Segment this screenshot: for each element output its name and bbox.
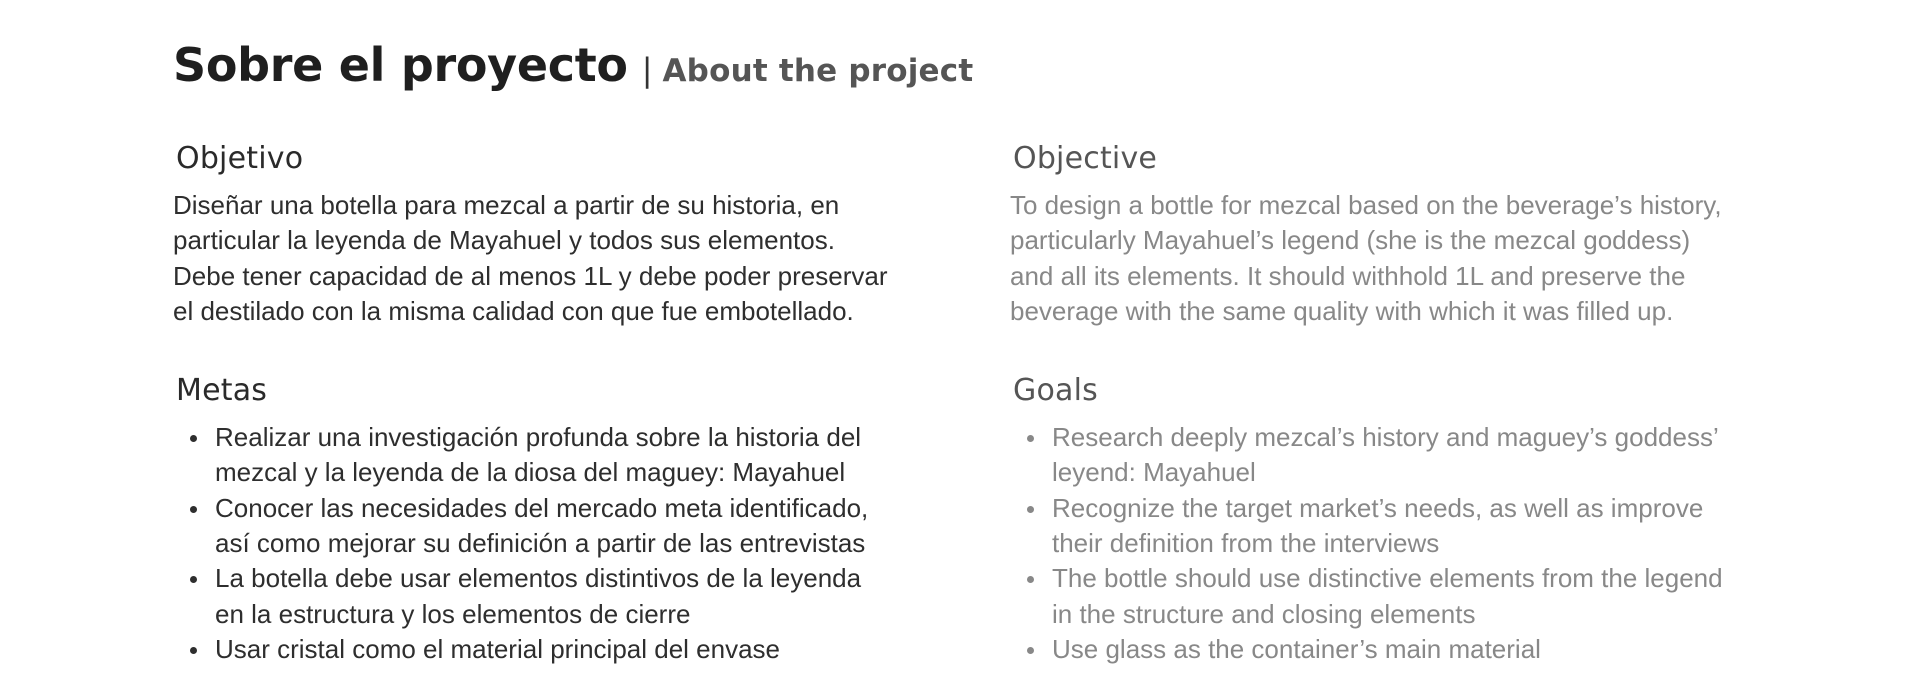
objective-line: Diseñar una botella para mezcal a partir de su historia, en [173, 190, 840, 220]
list-item [173, 632, 973, 667]
goal-line: Realizar una investigación profunda sobre la historia del [215, 422, 862, 453]
list-item [1010, 632, 1810, 667]
objective-line: el destilado con la misma calidad con que fue embotellado. [173, 295, 854, 326]
goals-title-es: Metas [176, 373, 268, 409]
list-item [173, 561, 973, 632]
goal-line: Conocer las necesidades del mercado meta identificado, [215, 492, 869, 523]
goal-line: Research deeply mezcal’s history and maguey’s goddess’ [1052, 422, 1719, 453]
objective-title-es: Objetivo [176, 141, 304, 176]
spanish-column [173, 138, 973, 667]
objective-line: Debe tener capacidad de al menos 1L y debe poder preservar [173, 260, 888, 291]
goal-line: en la estructura y los elementos de cierre [215, 598, 691, 629]
goal-line: Use glass as the container’s main material [1052, 633, 1541, 664]
goals-list-en [1010, 420, 1810, 667]
objective-title-en: Objective [1013, 141, 1158, 176]
goal-line: The bottle should use distinctive elements from the legend [1052, 563, 1723, 594]
goal-line: their definition from the interviews [1052, 528, 1440, 559]
page-header [173, 38, 973, 92]
page-subtitle: About the project [662, 53, 974, 89]
objective-line: To design a bottle for mezcal based on the beverage’s history, [1010, 190, 1722, 220]
goal-line: La botella debe usar elementos distintivos de la leyenda [215, 563, 862, 594]
objective-line: beverage with the same quality with which it was filled up. [1010, 295, 1674, 326]
goals-list-es [173, 420, 973, 667]
goal-line: Recognize the target market’s needs, as well as improve [1052, 492, 1704, 523]
list-item [1010, 420, 1810, 491]
list-item [173, 420, 973, 491]
goal-line: Usar cristal como el material principal del envase [215, 633, 781, 664]
list-item [1010, 491, 1810, 562]
objective-line: particular la leyenda de Mayahuel y todos sus elementos. [173, 225, 835, 256]
goal-line: así como mejorar su definición a partir de las entrevistas [215, 528, 866, 559]
objective-text-en [1010, 188, 1810, 329]
list-item [173, 491, 973, 562]
english-column [1010, 138, 1810, 667]
list-item [1010, 561, 1810, 632]
title-separator: | [641, 51, 653, 89]
objective-line: particularly Mayahuel’s legend (she is the mezcal goddess) [1010, 225, 1691, 256]
objective-line: and all its elements. It should withhold 1L and preserve the [1010, 260, 1686, 291]
goal-line: leyend: Mayahuel [1052, 457, 1256, 488]
page-title: Sobre el proyecto [173, 38, 628, 92]
goals-title-en: Goals [1013, 373, 1098, 409]
goal-line: mezcal y la leyenda de la diosa del maguey: Mayahuel [215, 457, 846, 488]
goal-line: in the structure and closing elements [1052, 598, 1476, 629]
objective-text-es [173, 188, 973, 329]
